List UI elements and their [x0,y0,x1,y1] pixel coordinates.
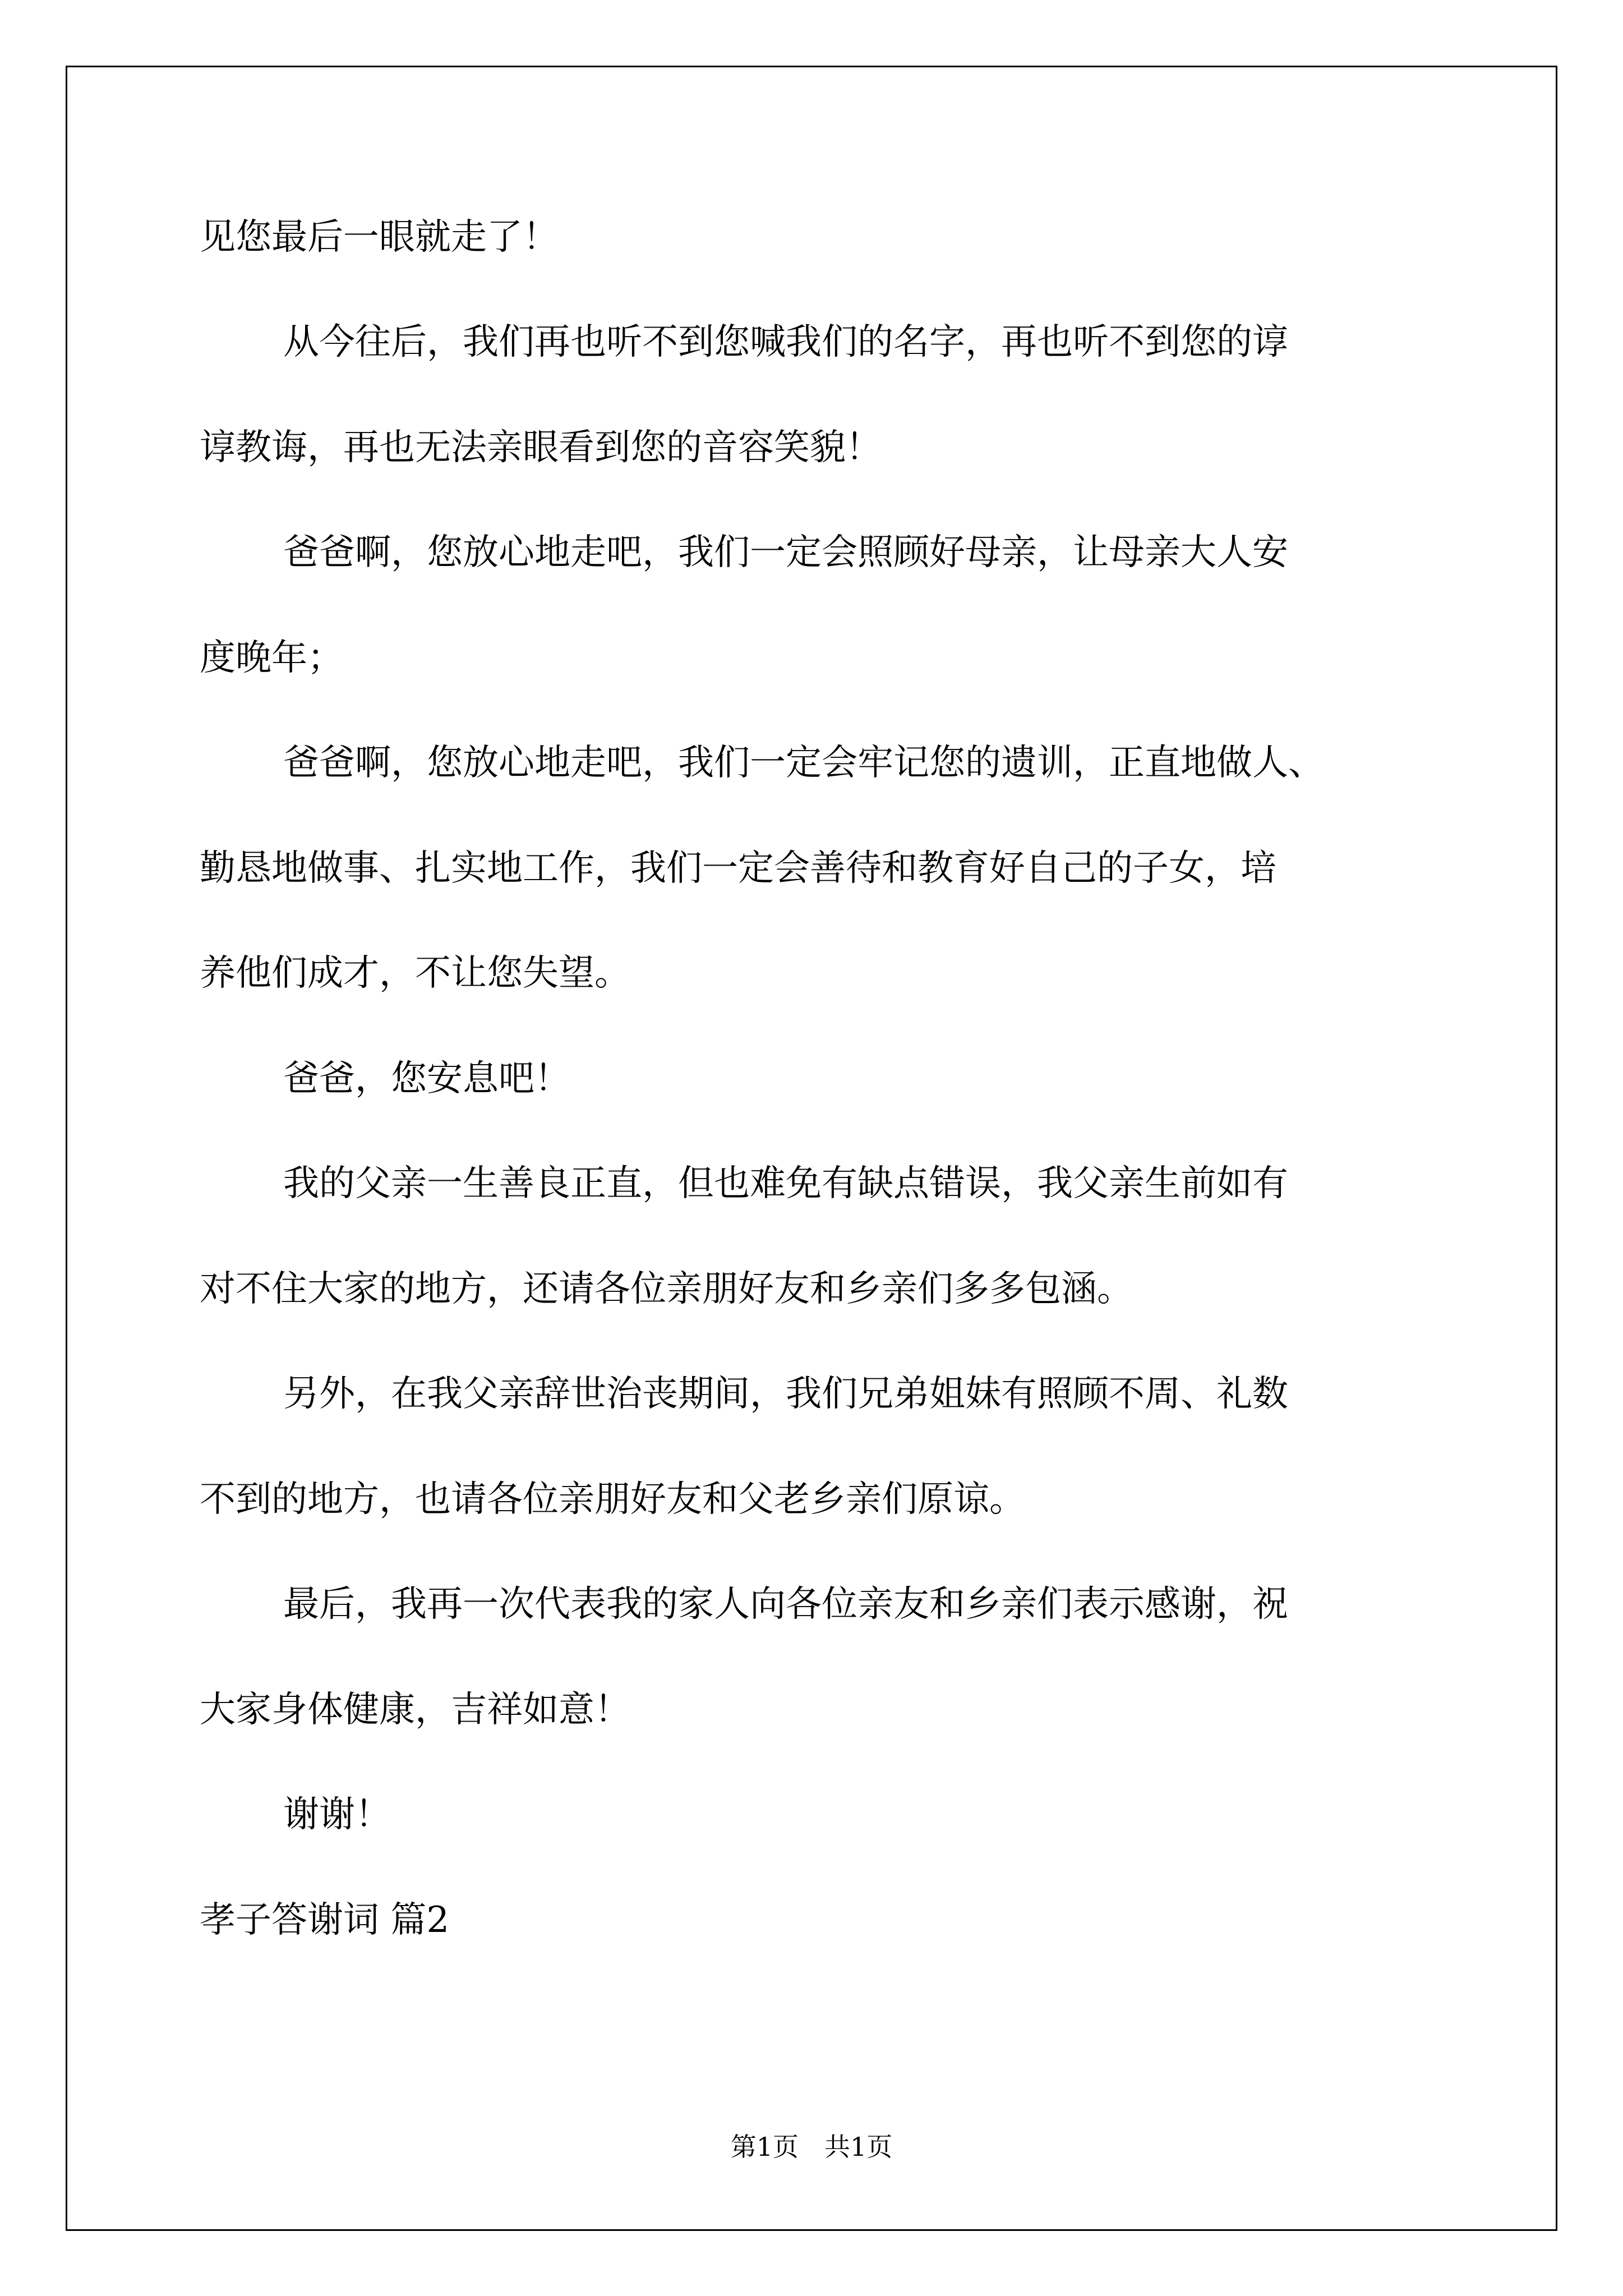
text-line: 勤恳地做事、扎实地工作，我们一定会善待和教育好自己的子女，培 [200,848,1276,889]
text-line: 不到的地方，也请各位亲朋好友和父老乡亲们原谅。 [200,1479,1025,1520]
text-line: 爸爸啊，您放心地走吧，我们一定会牢记您的遗训，正直地做人、 [283,742,1324,784]
text-line: 我的父亲一生善良正直，但也难免有缺点错误，我父亲生前如有 [283,1163,1288,1204]
text-line: 大家身体健康，吉祥如意！ [200,1689,630,1731]
text-line: 爸爸啊，您放心地走吧，我们一定会照顾好母亲，让母亲大人安 [283,532,1288,573]
text-line: 谢谢！ [283,1794,391,1835]
text-line: 另外，在我父亲辞世治丧期间，我们兄弟姐妹有照顾不周、礼数 [283,1373,1288,1415]
section-heading: 孝子答谢词 篇2 [200,1899,450,1941]
text-line: 爸爸，您安息吧！ [283,1058,570,1099]
text-line: 养他们成才，不让您失望。 [200,953,630,994]
page-footer: 第1页 共1页 [730,2132,893,2162]
text-line: 最后，我再一次代表我的家人向各位亲友和乡亲们表示感谢，祝 [283,1584,1288,1625]
text-line: 谆教诲，再也无法亲眼看到您的音容笑貌！ [200,427,882,468]
text-line: 从今往后，我们再也听不到您喊我们的名字，再也听不到您的谆 [283,321,1288,363]
text-line: 度晚年； [200,637,343,679]
text-line: 见您最后一眼就走了！ [200,217,559,258]
text-line: 对不住大家的地方，还请各位亲朋好友和乡亲们多多包涵。 [200,1268,1133,1310]
